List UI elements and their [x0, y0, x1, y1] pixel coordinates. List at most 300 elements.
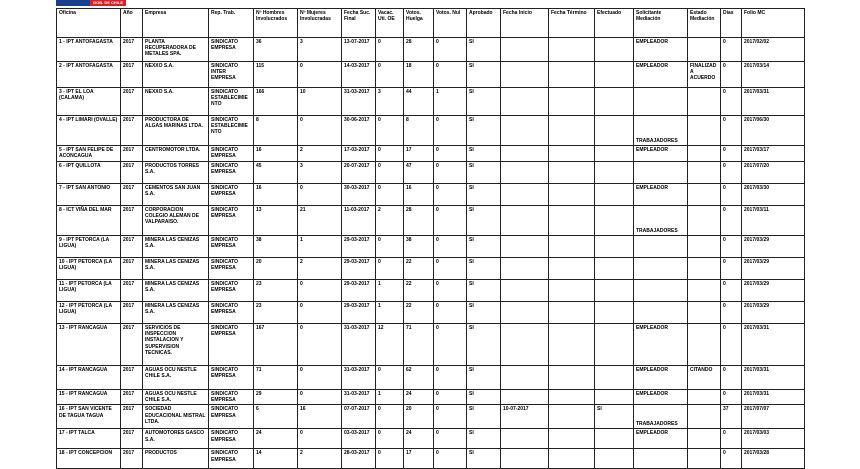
table-cell: SINDICATO EMPRESA: [209, 324, 254, 366]
table-cell: [549, 366, 595, 390]
table-cell: 71: [254, 366, 298, 390]
table-cell: 2: [298, 146, 342, 162]
table-cell: 23: [254, 302, 298, 324]
table-cell: 1: [376, 390, 404, 405]
table-cell: PRODUCTOS TORRES S.A.: [143, 162, 209, 184]
table-cell: 2017/03/29: [742, 258, 805, 280]
table-cell: NEXXO S.A.: [143, 62, 209, 88]
table-cell: 2017: [121, 390, 143, 405]
table-cell: 0: [721, 429, 742, 449]
table-cell: [549, 88, 595, 116]
table-cell: 37: [721, 405, 742, 429]
table-cell: SI: [467, 449, 501, 469]
table-cell: 22: [404, 302, 434, 324]
table-cell: 71: [404, 324, 434, 366]
table-cell: 0: [376, 116, 404, 146]
table-cell: EMPLEADOR: [634, 366, 688, 390]
table-cell: 29-03-2017: [342, 280, 376, 302]
table-cell: [595, 206, 634, 236]
table-cell: 30-06-2017: [342, 116, 376, 146]
column-header: Días: [721, 9, 742, 38]
table-cell: 36: [254, 38, 298, 62]
table-cell: [688, 324, 721, 366]
table-cell: [501, 429, 549, 449]
column-header: Año: [121, 9, 143, 38]
table-cell: 0: [376, 146, 404, 162]
table-cell: 0: [721, 280, 742, 302]
column-header: Estado Mediación: [688, 9, 721, 38]
table-cell: SINDICATO EMPRESA: [209, 206, 254, 236]
table-cell: [549, 280, 595, 302]
table-cell: [501, 206, 549, 236]
table-cell: [501, 302, 549, 324]
table-cell: SERVICIOS DE INSPECCION INSTALACION Y SUPERVISION TECNICAS.: [143, 324, 209, 366]
table-cell: 2017/03/03: [742, 429, 805, 449]
table-cell: 0: [721, 38, 742, 62]
table-cell: 28: [404, 206, 434, 236]
table-cell: 31-03-2017: [342, 366, 376, 390]
table-cell: 0: [721, 88, 742, 116]
table-cell: [595, 302, 634, 324]
table-cell: SI: [467, 258, 501, 280]
table-cell: 30-03-2017: [342, 184, 376, 206]
table-cell: SINDICATO INTER EMPRESA: [209, 62, 254, 88]
table-cell: 13: [254, 206, 298, 236]
table-cell: SINDICATO EMPRESA: [209, 405, 254, 429]
table-cell: 2017/03/11: [742, 206, 805, 236]
table-cell: 2: [298, 449, 342, 469]
column-header: Oficina: [57, 9, 121, 38]
table-cell: 0: [721, 162, 742, 184]
table-cell: CITANDO: [688, 366, 721, 390]
table-cell: 10 - IPT PETORCA (LA LIGUA): [57, 258, 121, 280]
table-cell: [688, 258, 721, 280]
table-cell: 0: [434, 390, 467, 405]
table-cell: [595, 236, 634, 258]
table-cell: 2017/03/31: [742, 390, 805, 405]
table-cell: 15 - IPT RANCAGUA: [57, 390, 121, 405]
table-cell: [501, 146, 549, 162]
table-cell: 14-03-2017: [342, 62, 376, 88]
table-cell: 38: [404, 236, 434, 258]
table-cell: 0: [298, 280, 342, 302]
table-cell: 0: [721, 449, 742, 469]
table-row: [57, 390, 805, 405]
table-cell: SINDICATO EMPRESA: [209, 429, 254, 449]
table-cell: [595, 390, 634, 405]
table-cell: [501, 236, 549, 258]
table-cell: 2: [376, 206, 404, 236]
logo-text: GOB. DE CHILE: [90, 0, 126, 6]
table-cell: TRABAJADORES: [634, 405, 688, 429]
table-cell: 0: [298, 429, 342, 449]
table-cell: EMPLEADOR: [634, 62, 688, 88]
table-cell: 23: [254, 280, 298, 302]
column-header: Nº Hombres Involucrados: [254, 9, 298, 38]
table-cell: 0: [721, 146, 742, 162]
table-cell: 17: [404, 449, 434, 469]
table-cell: [549, 162, 595, 184]
table-cell: 0: [721, 366, 742, 390]
table-cell: 03-03-2017: [342, 429, 376, 449]
table-cell: 2017: [121, 280, 143, 302]
table-cell: 9 - IPT PETORCA (LA LIGUA): [57, 236, 121, 258]
table-cell: [688, 449, 721, 469]
table-cell: 18 - IPT CONCEPCION: [57, 449, 121, 469]
table-cell: 0: [434, 258, 467, 280]
table-cell: 2017: [121, 324, 143, 366]
table-cell: [501, 280, 549, 302]
table-cell: 2017/03/29: [742, 302, 805, 324]
column-header: Efectuado: [595, 9, 634, 38]
table-cell: [501, 324, 549, 366]
table-cell: NEXXO S.A.: [143, 88, 209, 116]
table-cell: 5 - IPT SAN FELIPE DE ACONCAGUA: [57, 146, 121, 162]
table-cell: 16 - IPT SAN VICENTE DE TAGUA TAGUA: [57, 405, 121, 429]
table-cell: 0: [434, 184, 467, 206]
table-cell: [549, 258, 595, 280]
table-cell: 0: [721, 236, 742, 258]
table-cell: AGUAS OCU NESTLE CHILE S.A.: [143, 390, 209, 405]
table-cell: MINERA LAS CENIZAS S.A.: [143, 258, 209, 280]
table-cell: [634, 236, 688, 258]
table-cell: FINALIZADA ACUERDO: [688, 62, 721, 88]
table-cell: 0: [434, 280, 467, 302]
table-cell: [501, 162, 549, 184]
table-cell: 0: [298, 116, 342, 146]
table-row: [57, 280, 805, 302]
table-cell: 0: [376, 366, 404, 390]
table-cell: [688, 88, 721, 116]
table-cell: [501, 449, 549, 469]
table-cell: 31-03-2017: [342, 88, 376, 116]
table-cell: [549, 38, 595, 62]
table-cell: 16: [254, 146, 298, 162]
table-cell: 38: [254, 236, 298, 258]
table-cell: 44: [404, 88, 434, 116]
table-cell: 20: [404, 405, 434, 429]
table-cell: 0: [376, 236, 404, 258]
table-cell: 31-03-2017: [342, 390, 376, 405]
table-cell: 0: [376, 449, 404, 469]
table-cell: 7 - IPT SAN ANTONIO: [57, 184, 121, 206]
table-cell: [634, 162, 688, 184]
table-cell: [549, 184, 595, 206]
table-cell: 0: [434, 38, 467, 62]
table-row: [57, 429, 805, 449]
table-cell: 3: [298, 162, 342, 184]
table-row: [57, 236, 805, 258]
column-header: Rep. Trab.: [209, 9, 254, 38]
table-cell: 1: [376, 302, 404, 324]
table-row: [57, 38, 805, 62]
column-header: Fecha Término: [549, 9, 595, 38]
table-cell: 29: [254, 390, 298, 405]
table-cell: 6: [254, 405, 298, 429]
table-row: [57, 184, 805, 206]
table-cell: 0: [721, 184, 742, 206]
table-cell: [549, 324, 595, 366]
table-cell: SI: [467, 390, 501, 405]
table-row: [57, 302, 805, 324]
column-header: Aprobado: [467, 9, 501, 38]
table-cell: 1: [376, 280, 404, 302]
table-cell: [688, 146, 721, 162]
table-cell: 24: [254, 429, 298, 449]
table-cell: SI: [467, 206, 501, 236]
table-cell: PRODUCTOS: [143, 449, 209, 469]
table-cell: 12: [376, 324, 404, 366]
table-cell: 0: [434, 429, 467, 449]
table-cell: 6 - IPT QUILLOTA: [57, 162, 121, 184]
table-cell: EMPLEADOR: [634, 38, 688, 62]
table-cell: [688, 162, 721, 184]
table-cell: SINDICATO EMPRESA: [209, 280, 254, 302]
table-cell: EMPLEADOR: [634, 184, 688, 206]
table-cell: [634, 302, 688, 324]
table-cell: CENTROMOTOR LTDA.: [143, 146, 209, 162]
table-cell: EMPLEADOR: [634, 146, 688, 162]
table-cell: 167: [254, 324, 298, 366]
table-cell: SI: [467, 162, 501, 184]
table-cell: [634, 449, 688, 469]
table-cell: 21: [298, 206, 342, 236]
table-cell: 10-07-2017: [501, 405, 549, 429]
table-row: [57, 324, 805, 366]
table-cell: [549, 302, 595, 324]
column-header: Fecha Suc. Final: [342, 9, 376, 38]
table-cell: 12 - IPT PETORCA (LA LIGUA): [57, 302, 121, 324]
table-cell: SINDICATO EMPRESA: [209, 366, 254, 390]
table-cell: 16: [254, 184, 298, 206]
table-cell: [549, 146, 595, 162]
table-cell: 28-03-2017: [342, 449, 376, 469]
table-cell: 2017/03/31: [742, 324, 805, 366]
table-cell: 0: [376, 62, 404, 88]
table-cell: SI: [467, 280, 501, 302]
table-cell: EMPLEADOR: [634, 324, 688, 366]
table-cell: 0: [376, 162, 404, 184]
column-header: Empresa: [143, 9, 209, 38]
column-header: Folio MC: [742, 9, 805, 38]
table-cell: 2017/07/20: [742, 162, 805, 184]
table-cell: 0: [721, 324, 742, 366]
table-cell: 0: [434, 366, 467, 390]
table-cell: 2017: [121, 38, 143, 62]
table-cell: 4 - IPT LIMARI (OVALLE): [57, 116, 121, 146]
table-cell: SOCIEDAD EDUCACIONAL MISTRAL LTDA.: [143, 405, 209, 429]
table-cell: TRABAJADORES: [634, 116, 688, 146]
table-cell: PRODUCTORA DE ALGAS MARINAS LTDA.: [143, 116, 209, 146]
table-row: [57, 206, 805, 236]
table-row: [57, 88, 805, 116]
table-cell: [501, 88, 549, 116]
table-cell: 0: [298, 366, 342, 390]
table-cell: [595, 258, 634, 280]
table-cell: [549, 405, 595, 429]
table-cell: 2017: [121, 62, 143, 88]
table-cell: [501, 258, 549, 280]
table-cell: SI: [467, 324, 501, 366]
table-cell: SI: [467, 62, 501, 88]
table-cell: 3: [376, 88, 404, 116]
strikes-table: [56, 8, 805, 469]
table-cell: 166: [254, 88, 298, 116]
table-cell: 0: [434, 162, 467, 184]
table-cell: 11 - IPT PETORCA (LA LIGUA): [57, 280, 121, 302]
table-cell: 0: [721, 258, 742, 280]
table-cell: [501, 62, 549, 88]
table-cell: 17: [404, 146, 434, 162]
table-cell: 0: [434, 62, 467, 88]
table-cell: 16: [404, 184, 434, 206]
table-cell: 0: [376, 38, 404, 62]
table-cell: 0: [721, 62, 742, 88]
table-cell: SI: [467, 184, 501, 206]
table-cell: 2017: [121, 429, 143, 449]
column-header: Solicitante Mediación: [634, 9, 688, 38]
table-cell: [595, 280, 634, 302]
table-cell: SI: [467, 116, 501, 146]
table-cell: [688, 236, 721, 258]
table-cell: [549, 429, 595, 449]
table-cell: SINDICATO ESTABLECIMIENTO: [209, 88, 254, 116]
table-cell: 8: [254, 116, 298, 146]
table-cell: MINERA LAS CENIZAS S.A.: [143, 236, 209, 258]
column-header: Votos. Nul: [434, 9, 467, 38]
table-cell: 2017: [121, 405, 143, 429]
table-cell: 2017/03/30: [742, 184, 805, 206]
table-cell: 2017/06/30: [742, 116, 805, 146]
table-cell: SI: [467, 366, 501, 390]
table-cell: 29-03-2017: [342, 236, 376, 258]
table-cell: [688, 184, 721, 206]
column-header: Vacac. Uti. OE: [376, 9, 404, 38]
table-cell: [595, 366, 634, 390]
table-body: [57, 38, 805, 469]
table-cell: 1: [298, 236, 342, 258]
table-cell: [688, 302, 721, 324]
table-cell: 2017: [121, 146, 143, 162]
table-cell: [595, 324, 634, 366]
table-cell: [595, 429, 634, 449]
table-cell: 0: [434, 449, 467, 469]
table-cell: [549, 206, 595, 236]
table-cell: 3 - IPT EL LOA (CALAMA): [57, 88, 121, 116]
table-cell: 07-07-2017: [342, 405, 376, 429]
table-cell: 0: [298, 184, 342, 206]
table-cell: 8: [404, 116, 434, 146]
table-cell: 13-07-2017: [342, 38, 376, 62]
table-cell: SINDICATO ESTABLECIMIENTO: [209, 116, 254, 146]
table-cell: 0: [721, 302, 742, 324]
table-cell: 2017: [121, 366, 143, 390]
table-cell: SINDICATO EMPRESA: [209, 449, 254, 469]
table-cell: 0: [434, 146, 467, 162]
table-cell: 0: [298, 324, 342, 366]
table-cell: SINDICATO EMPRESA: [209, 258, 254, 280]
table-cell: 22: [404, 258, 434, 280]
table-cell: [549, 449, 595, 469]
table-cell: [501, 116, 549, 146]
table-cell: 0: [434, 236, 467, 258]
table-cell: SI: [467, 88, 501, 116]
table-cell: [595, 449, 634, 469]
table-cell: TRABAJADORES: [634, 206, 688, 236]
table-cell: 20: [254, 258, 298, 280]
table-cell: 0: [376, 184, 404, 206]
table-cell: 31-03-2017: [342, 324, 376, 366]
table-cell: 2017: [121, 116, 143, 146]
table-cell: [549, 390, 595, 405]
table-cell: AGUAS OCU NESTLE CHILE S.A.: [143, 366, 209, 390]
table-cell: [501, 366, 549, 390]
table-cell: 0: [434, 405, 467, 429]
table-cell: 13 - IPT RANCAGUA: [57, 324, 121, 366]
table-cell: 18: [404, 62, 434, 88]
table-cell: [688, 280, 721, 302]
table-cell: 2: [298, 258, 342, 280]
table-cell: 24: [404, 429, 434, 449]
table-cell: SINDICATO EMPRESA: [209, 146, 254, 162]
table-cell: PLANTA RECUPERADORA DE METALES SPA.: [143, 38, 209, 62]
table-cell: [595, 162, 634, 184]
table-cell: 24: [404, 390, 434, 405]
table-cell: 2 - IPT ANTOFAGASTA: [57, 62, 121, 88]
table-cell: EMPLEADOR: [634, 390, 688, 405]
table-cell: [501, 38, 549, 62]
table-cell: [595, 146, 634, 162]
table-cell: 0: [434, 324, 467, 366]
table-cell: [595, 88, 634, 116]
table-cell: CEMENTOS SAN JUAN S.A.: [143, 184, 209, 206]
table-row: [57, 258, 805, 280]
table-cell: SI: [467, 146, 501, 162]
table-cell: 2017/03/17: [742, 146, 805, 162]
table-cell: 0: [376, 405, 404, 429]
table-cell: 2017/03/31: [742, 88, 805, 116]
table-cell: [549, 116, 595, 146]
table-cell: 14 - IPT RANCAGUA: [57, 366, 121, 390]
table-cell: [688, 405, 721, 429]
table-cell: 20-07-2017: [342, 162, 376, 184]
table-row: [57, 366, 805, 390]
table-cell: [595, 116, 634, 146]
column-header: Fecha Inicio: [501, 9, 549, 38]
table-row: [57, 162, 805, 184]
table-cell: 2017/03/29: [742, 236, 805, 258]
table-cell: SINDICATO EMPRESA: [209, 390, 254, 405]
table-cell: 0: [721, 116, 742, 146]
table-cell: 16: [298, 405, 342, 429]
table-cell: 0: [721, 206, 742, 236]
table-cell: [688, 38, 721, 62]
table-cell: MINERA LAS CENIZAS S.A.: [143, 302, 209, 324]
table-cell: SI: [467, 236, 501, 258]
table-row: [57, 405, 805, 429]
table-cell: 0: [721, 390, 742, 405]
table-cell: AUTOMOTORES GASCO S.A.: [143, 429, 209, 449]
table-row: [57, 449, 805, 469]
table-cell: 3: [298, 38, 342, 62]
table-cell: 8 - ICT VIÑA DEL MAR: [57, 206, 121, 236]
table-cell: SI: [467, 38, 501, 62]
table-cell: EMPLEADOR: [634, 429, 688, 449]
column-header: Votos. Huelga: [404, 9, 434, 38]
table-cell: 0: [434, 302, 467, 324]
table-cell: 17-03-2017: [342, 146, 376, 162]
table-cell: SI: [467, 429, 501, 449]
